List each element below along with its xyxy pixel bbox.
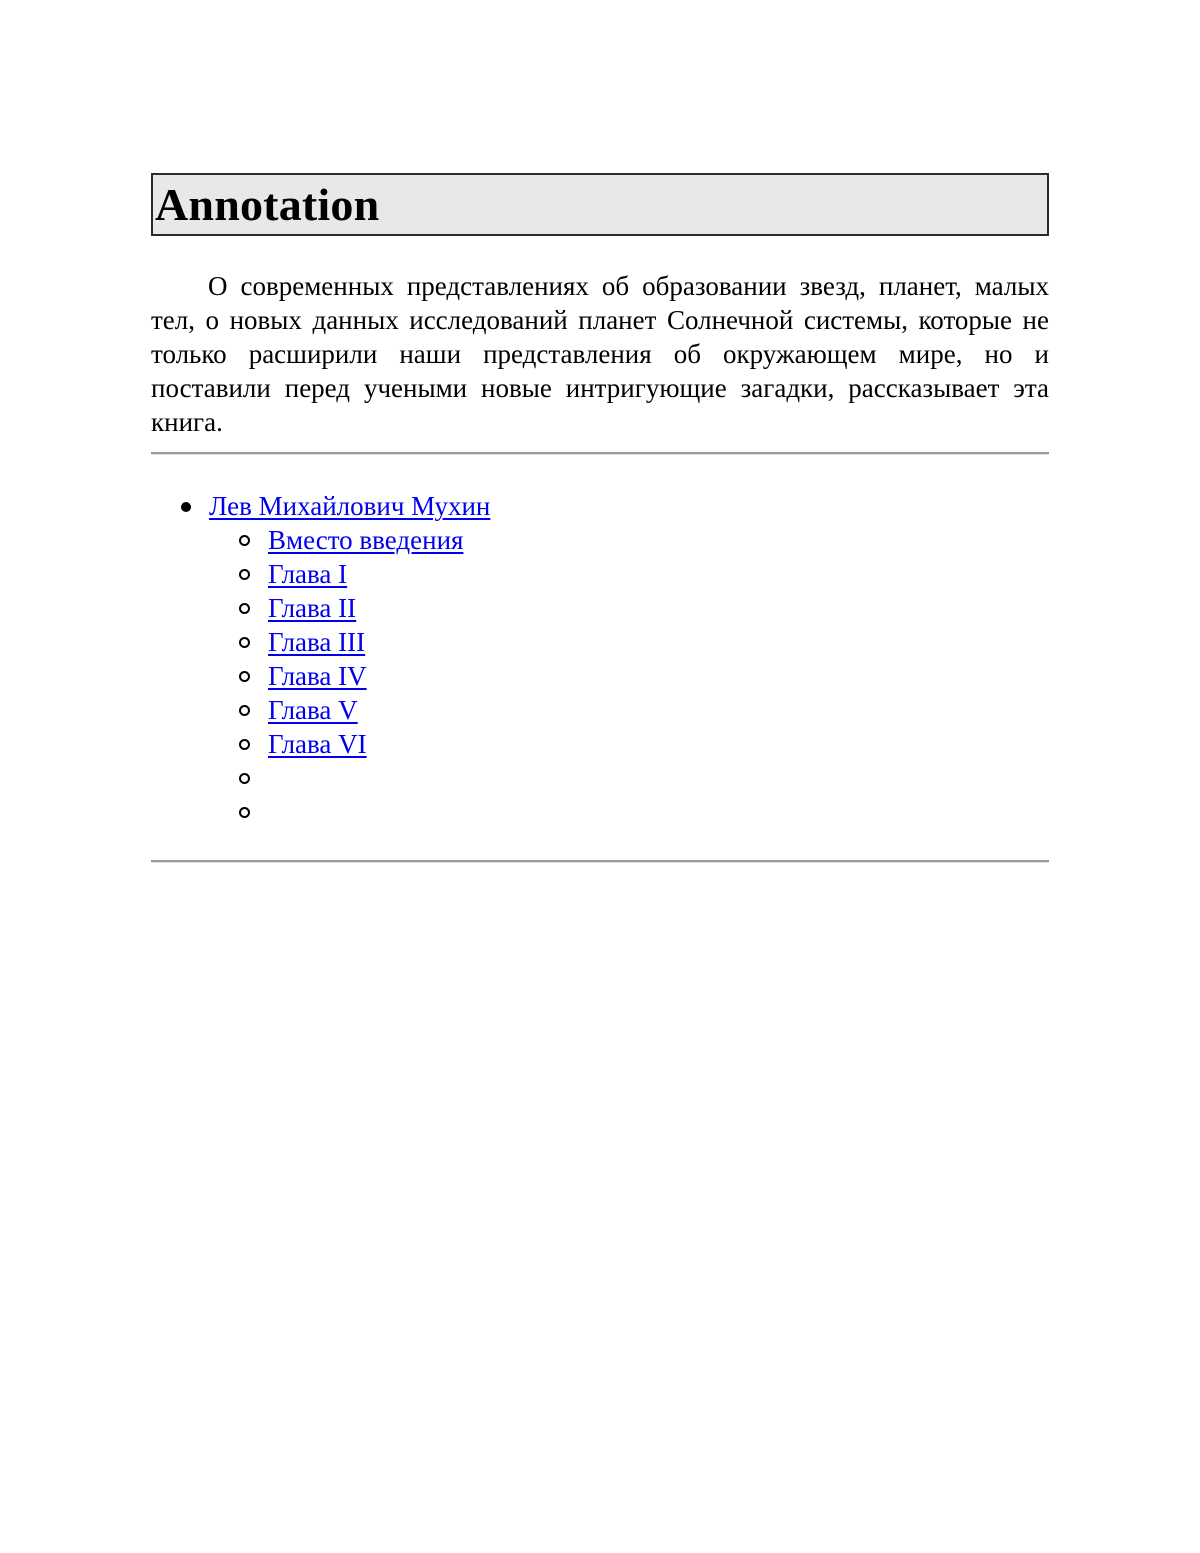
horizontal-rule-top [151,452,1049,455]
toc-chapter-item [209,523,1049,557]
toc-link-chapter-5[interactable]: Глава V [268,695,358,725]
circle-bullet-icon [239,535,250,546]
horizontal-rule-bottom [151,860,1049,863]
table-of-contents [151,489,1049,829]
toc-chapter-item [209,625,1049,659]
circle-bullet-icon [239,671,250,682]
circle-bullet-icon [239,807,250,818]
disc-bullet-icon [181,502,191,512]
toc-link-chapter-1[interactable]: Глава I [268,559,348,589]
toc-link-chapter-3[interactable]: Глава III [268,627,366,657]
toc-author-item [151,489,1049,829]
circle-bullet-icon [239,739,250,750]
toc-link-chapter-4[interactable]: Глава IV [268,661,367,691]
page-title: Annotation [155,178,380,230]
toc-link-introduction[interactable]: Вместо введения [268,525,464,555]
annotation-heading-box [151,173,1049,236]
toc-chapter-item [209,659,1049,693]
circle-bullet-icon [239,705,250,716]
toc-link-chapter-2[interactable]: Глава II [268,593,357,623]
toc-chapter-item-empty [209,795,1049,829]
circle-bullet-icon [239,569,250,580]
toc-chapter-item [209,727,1049,761]
circle-bullet-icon [239,637,250,648]
toc-chapter-item [209,693,1049,727]
annotation-paragraph: О современных представлениях об образовании звезд, планет, малых тел, о новых данных исследований планет Солнечной системы, которые не только расширили наши представления об окружающем мире, но и поставили перед учеными новые интригующие загадки, рассказывает эта книга. [151,271,1049,437]
toc-link-chapter-6[interactable]: Глава VI [268,729,367,759]
toc-chapter-item [209,591,1049,625]
toc-chapter-list [209,523,1049,829]
document-page [151,173,1049,863]
circle-bullet-icon [239,603,250,614]
toc-chapter-item [209,557,1049,591]
toc-chapter-item-empty [209,761,1049,795]
circle-bullet-icon [239,773,250,784]
toc-link-author[interactable]: Лев Михайлович Мухин [209,491,491,521]
